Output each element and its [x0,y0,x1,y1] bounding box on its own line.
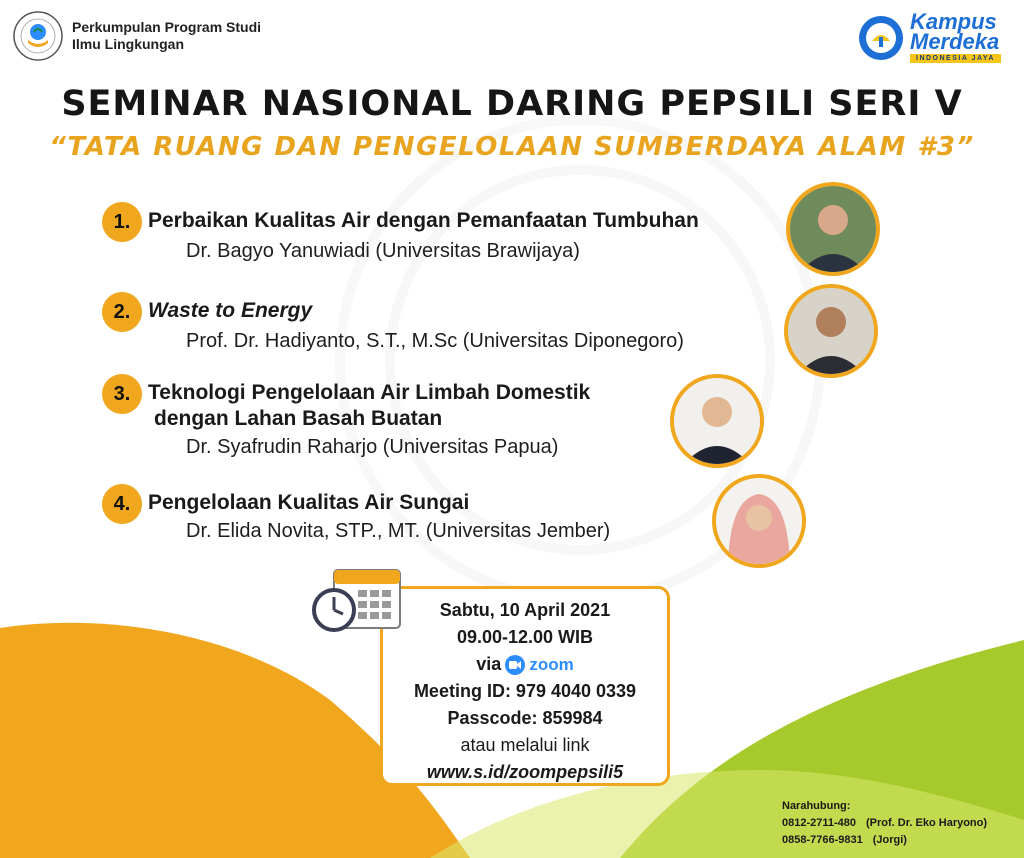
talk-speaker: Dr. Elida Novita, STP., MT. (Universitas Jember) [186,520,611,542]
organization-header [12,10,261,62]
passcode: Passcode: 859984 [447,708,603,728]
contact-row [782,815,987,832]
seminar-subtitle: “TATA RUANG DAN PENGELOLAAN SUMBERDAYA ALAM #3” [49,132,975,162]
talk-title: Pengelolaan Kualitas Air Sungai [148,491,470,514]
speaker-photo [670,374,764,468]
talk-number: 3. [102,374,142,414]
speaker-avatar-icon [790,186,876,272]
talk-speaker: Dr. Syafrudin Raharjo (Universitas Papua) [186,436,559,458]
kampus-merdeka-logo [858,9,1001,63]
zoom-label: zoom [529,655,574,674]
contact-name: (Jorgi) [872,834,907,846]
brand-tagline: INDONESIA JAYA [910,54,1001,63]
speaker-avatar-icon [674,378,760,464]
pepsili-logo-icon [12,10,64,62]
organization-name-line1: Perkumpulan Program Studi [72,19,262,35]
tut-wuri-handayani-icon [858,15,904,61]
seminar-title: SEMINAR NASIONAL DARING PEPSILI SERI V [61,84,963,124]
zoom-icon [505,655,525,675]
brand-line2: Merdeka [910,29,1000,54]
speaker-photo [784,284,878,378]
talk-speaker: Prof. Dr. Hadiyanto, S.T., M.Sc (Universitas Diponegoro) [186,330,684,352]
talk-title: Waste to Energy [148,299,313,322]
brand-line1: Kampus [910,9,997,34]
contact-info [782,798,987,849]
talk-speaker: Dr. Bagyo Yanuwiadi (Universitas Brawijaya) [186,240,580,262]
contact-name: (Prof. Dr. Eko Haryono) [866,817,988,829]
talk-number: 4. [102,484,142,524]
talk-title: Perbaikan Kualitas Air dengan Pemanfaatan Tumbuhan [148,209,699,232]
clock-icon [314,590,354,630]
via-label: via [476,654,502,674]
zoom-link[interactable]: www.s.id/zoompepsili5 [426,762,624,782]
speaker-photo [786,182,880,276]
talk-title-line2: dengan Lahan Basah Buatan [154,407,443,430]
event-time: 09.00-12.00 WIB [456,627,594,647]
talk-number: 2. [102,292,142,332]
speaker-avatar-icon [716,478,802,564]
talk-title: Teknologi Pengelolaan Air Limbah Domestik [148,381,591,404]
contact-row [782,832,987,849]
contact-phone[interactable]: 0858-7766-9831 [782,834,863,846]
speaker-avatar-icon [788,288,874,374]
contact-label: Narahubung: [782,800,851,812]
contact-phone[interactable]: 0812-2711-480 [782,817,857,829]
meeting-id: Meeting ID: 979 4040 0339 [413,681,637,701]
event-info-box [380,586,670,786]
talk-number: 1. [102,202,142,242]
alt-link-label: atau melalui link [460,735,590,755]
event-date: Sabtu, 10 April 2021 [439,600,611,620]
organization-name-line2: Ilmu Lingkungan [72,36,184,52]
calendar-icon [312,566,404,636]
speaker-photo [712,474,806,568]
event-platform [383,651,667,678]
